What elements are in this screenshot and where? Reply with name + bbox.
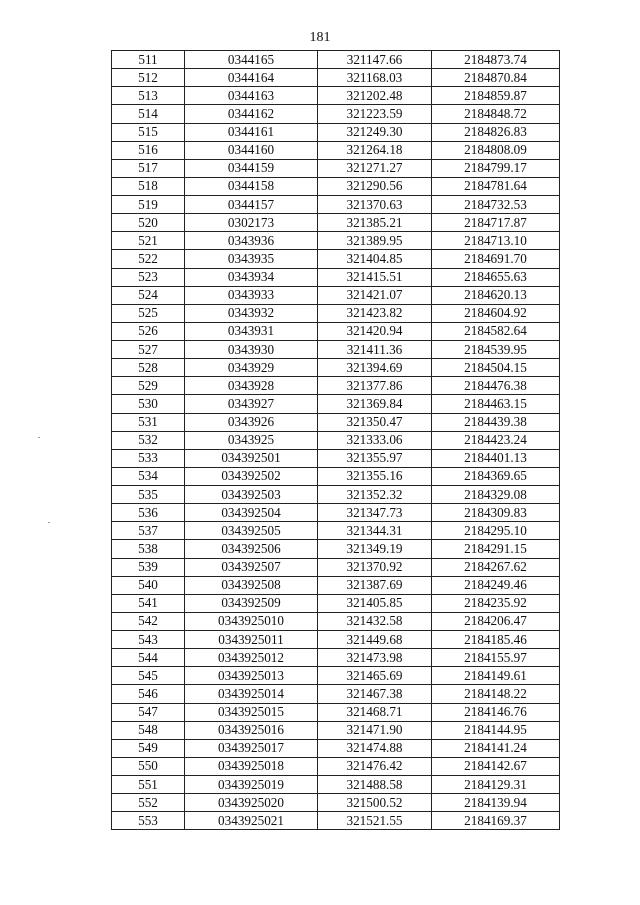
point-number-cell: 521 (112, 232, 185, 250)
x-coordinate-cell: 321468.71 (318, 703, 432, 721)
x-coordinate-cell: 321385.21 (318, 214, 432, 232)
point-number-cell: 552 (112, 794, 185, 812)
point-number-cell: 533 (112, 449, 185, 467)
code-cell: 0344158 (185, 177, 318, 195)
x-coordinate-cell: 321370.92 (318, 558, 432, 576)
table-row (112, 322, 560, 340)
x-coordinate-cell: 321290.56 (318, 177, 432, 195)
y-coordinate-cell: 2184369.65 (432, 467, 560, 485)
y-coordinate-cell: 2184235.92 (432, 594, 560, 612)
code-cell: 0344161 (185, 123, 318, 141)
code-cell: 0343930 (185, 341, 318, 359)
table-row (112, 594, 560, 612)
table-row (112, 51, 560, 69)
code-cell: 0343926 (185, 413, 318, 431)
coordinates-table (111, 50, 560, 830)
y-coordinate-cell: 2184717.87 (432, 214, 560, 232)
code-cell: 0343925015 (185, 703, 318, 721)
y-coordinate-cell: 2184149.61 (432, 667, 560, 685)
x-coordinate-cell: 321488.58 (318, 776, 432, 794)
table-row (112, 540, 560, 558)
table-row (112, 449, 560, 467)
point-number-cell: 545 (112, 667, 185, 685)
y-coordinate-cell: 2184146.76 (432, 703, 560, 721)
point-number-cell: 527 (112, 341, 185, 359)
code-cell: 034392508 (185, 576, 318, 594)
x-coordinate-cell: 321369.84 (318, 395, 432, 413)
table-row (112, 87, 560, 105)
y-coordinate-cell: 2184329.08 (432, 486, 560, 504)
code-cell: 0343925020 (185, 794, 318, 812)
y-coordinate-cell: 2184142.67 (432, 757, 560, 775)
point-number-cell: 547 (112, 703, 185, 721)
table-row (112, 268, 560, 286)
table-row (112, 576, 560, 594)
coordinates-table-body (112, 51, 560, 830)
y-coordinate-cell: 2184185.46 (432, 631, 560, 649)
y-coordinate-cell: 2184604.92 (432, 304, 560, 322)
point-number-cell: 553 (112, 812, 185, 830)
point-number-cell: 543 (112, 631, 185, 649)
x-coordinate-cell: 321355.97 (318, 449, 432, 467)
table-row (112, 558, 560, 576)
table-row (112, 776, 560, 794)
x-coordinate-cell: 321471.90 (318, 721, 432, 739)
point-number-cell: 512 (112, 69, 185, 87)
point-number-cell: 537 (112, 522, 185, 540)
table-row (112, 757, 560, 775)
x-coordinate-cell: 321423.82 (318, 304, 432, 322)
code-cell: 034392506 (185, 540, 318, 558)
code-cell: 034392505 (185, 522, 318, 540)
y-coordinate-cell: 2184155.97 (432, 649, 560, 667)
point-number-cell: 534 (112, 467, 185, 485)
table-row (112, 341, 560, 359)
y-coordinate-cell: 2184713.10 (432, 232, 560, 250)
y-coordinate-cell: 2184826.83 (432, 123, 560, 141)
point-number-cell: 517 (112, 159, 185, 177)
y-coordinate-cell: 2184144.95 (432, 721, 560, 739)
code-cell: 0344165 (185, 51, 318, 69)
x-coordinate-cell: 321500.52 (318, 794, 432, 812)
x-coordinate-cell: 321432.58 (318, 612, 432, 630)
point-number-cell: 529 (112, 377, 185, 395)
table-row (112, 250, 560, 268)
point-number-cell: 522 (112, 250, 185, 268)
table-row (112, 812, 560, 830)
y-coordinate-cell: 2184620.13 (432, 286, 560, 304)
point-number-cell: 542 (112, 612, 185, 630)
code-cell: 034392504 (185, 504, 318, 522)
x-coordinate-cell: 321415.51 (318, 268, 432, 286)
x-coordinate-cell: 321465.69 (318, 667, 432, 685)
table-row (112, 304, 560, 322)
y-coordinate-cell: 2184504.15 (432, 359, 560, 377)
y-coordinate-cell: 2184539.95 (432, 341, 560, 359)
y-coordinate-cell: 2184401.13 (432, 449, 560, 467)
x-coordinate-cell: 321394.69 (318, 359, 432, 377)
point-number-cell: 550 (112, 757, 185, 775)
code-cell: 0343927 (185, 395, 318, 413)
code-cell: 0343925010 (185, 612, 318, 630)
y-coordinate-cell: 2184848.72 (432, 105, 560, 123)
point-number-cell: 514 (112, 105, 185, 123)
code-cell: 0344157 (185, 196, 318, 214)
y-coordinate-cell: 2184309.83 (432, 504, 560, 522)
x-coordinate-cell: 321467.38 (318, 685, 432, 703)
table-row (112, 685, 560, 703)
code-cell: 0343925012 (185, 649, 318, 667)
code-cell: 0343925011 (185, 631, 318, 649)
x-coordinate-cell: 321411.36 (318, 341, 432, 359)
code-cell: 0343929 (185, 359, 318, 377)
table-row (112, 703, 560, 721)
table-row (112, 123, 560, 141)
point-number-cell: 511 (112, 51, 185, 69)
point-number-cell: 528 (112, 359, 185, 377)
table-row (112, 794, 560, 812)
y-coordinate-cell: 2184808.09 (432, 141, 560, 159)
table-row (112, 395, 560, 413)
y-coordinate-cell: 2184295.10 (432, 522, 560, 540)
code-cell: 0343925018 (185, 757, 318, 775)
x-coordinate-cell: 321377.86 (318, 377, 432, 395)
x-coordinate-cell: 321405.85 (318, 594, 432, 612)
y-coordinate-cell: 2184141.24 (432, 739, 560, 757)
x-coordinate-cell: 321404.85 (318, 250, 432, 268)
point-number-cell: 541 (112, 594, 185, 612)
code-cell: 0343932 (185, 304, 318, 322)
code-cell: 0344164 (185, 69, 318, 87)
x-coordinate-cell: 321355.16 (318, 467, 432, 485)
table-row (112, 286, 560, 304)
y-coordinate-cell: 2184781.64 (432, 177, 560, 195)
code-cell: 0343925016 (185, 721, 318, 739)
table-row (112, 214, 560, 232)
code-cell: 0343935 (185, 250, 318, 268)
y-coordinate-cell: 2184859.87 (432, 87, 560, 105)
code-cell: 0344160 (185, 141, 318, 159)
x-coordinate-cell: 321449.68 (318, 631, 432, 649)
table-row (112, 612, 560, 630)
point-number-cell: 530 (112, 395, 185, 413)
point-number-cell: 549 (112, 739, 185, 757)
code-cell: 0343925019 (185, 776, 318, 794)
point-number-cell: 516 (112, 141, 185, 159)
code-cell: 0343928 (185, 377, 318, 395)
table-row (112, 649, 560, 667)
point-number-cell: 524 (112, 286, 185, 304)
table-row (112, 141, 560, 159)
code-cell: 0344159 (185, 159, 318, 177)
code-cell: 0343933 (185, 286, 318, 304)
point-number-cell: 520 (112, 214, 185, 232)
code-cell: 0343934 (185, 268, 318, 286)
point-number-cell: 539 (112, 558, 185, 576)
y-coordinate-cell: 2184291.15 (432, 540, 560, 558)
y-coordinate-cell: 2184423.24 (432, 431, 560, 449)
x-coordinate-cell: 321264.18 (318, 141, 432, 159)
x-coordinate-cell: 321521.55 (318, 812, 432, 830)
code-cell: 0343925 (185, 431, 318, 449)
y-coordinate-cell: 2184249.46 (432, 576, 560, 594)
y-coordinate-cell: 2184655.63 (432, 268, 560, 286)
table-row (112, 486, 560, 504)
x-coordinate-cell: 321476.42 (318, 757, 432, 775)
x-coordinate-cell: 321333.06 (318, 431, 432, 449)
table-row (112, 467, 560, 485)
y-coordinate-cell: 2184476.38 (432, 377, 560, 395)
table-row (112, 359, 560, 377)
x-coordinate-cell: 321389.95 (318, 232, 432, 250)
y-coordinate-cell: 2184148.22 (432, 685, 560, 703)
x-coordinate-cell: 321168.03 (318, 69, 432, 87)
x-coordinate-cell: 321421.07 (318, 286, 432, 304)
y-coordinate-cell: 2184873.74 (432, 51, 560, 69)
x-coordinate-cell: 321202.48 (318, 87, 432, 105)
point-number-cell: 531 (112, 413, 185, 431)
point-number-cell: 523 (112, 268, 185, 286)
y-coordinate-cell: 2184206.47 (432, 612, 560, 630)
table-row (112, 739, 560, 757)
point-number-cell: 526 (112, 322, 185, 340)
point-number-cell: 535 (112, 486, 185, 504)
point-number-cell: 536 (112, 504, 185, 522)
code-cell: 0302173 (185, 214, 318, 232)
point-number-cell: 532 (112, 431, 185, 449)
x-coordinate-cell: 321349.19 (318, 540, 432, 558)
table-row (112, 196, 560, 214)
table-row (112, 667, 560, 685)
y-coordinate-cell: 2184267.62 (432, 558, 560, 576)
code-cell: 034392503 (185, 486, 318, 504)
code-cell: 0344162 (185, 105, 318, 123)
table-row (112, 431, 560, 449)
y-coordinate-cell: 2184732.53 (432, 196, 560, 214)
table-row (112, 504, 560, 522)
x-coordinate-cell: 321223.59 (318, 105, 432, 123)
y-coordinate-cell: 2184799.17 (432, 159, 560, 177)
x-coordinate-cell: 321271.27 (318, 159, 432, 177)
x-coordinate-cell: 321147.66 (318, 51, 432, 69)
table-row (112, 522, 560, 540)
code-cell: 0343936 (185, 232, 318, 250)
x-coordinate-cell: 321249.30 (318, 123, 432, 141)
table-row (112, 232, 560, 250)
x-coordinate-cell: 321370.63 (318, 196, 432, 214)
code-cell: 034392502 (185, 467, 318, 485)
x-coordinate-cell: 321352.32 (318, 486, 432, 504)
table-row (112, 631, 560, 649)
y-coordinate-cell: 2184139.94 (432, 794, 560, 812)
point-number-cell: 515 (112, 123, 185, 141)
code-cell: 0343925021 (185, 812, 318, 830)
y-coordinate-cell: 2184439.38 (432, 413, 560, 431)
y-coordinate-cell: 2184691.70 (432, 250, 560, 268)
table-row (112, 177, 560, 195)
code-cell: 034392509 (185, 594, 318, 612)
point-number-cell: 551 (112, 776, 185, 794)
y-coordinate-cell: 2184463.15 (432, 395, 560, 413)
table-row (112, 105, 560, 123)
y-coordinate-cell: 2184870.84 (432, 69, 560, 87)
code-cell: 034392501 (185, 449, 318, 467)
table-row (112, 721, 560, 739)
point-number-cell: 544 (112, 649, 185, 667)
point-number-cell: 519 (112, 196, 185, 214)
code-cell: 034392507 (185, 558, 318, 576)
x-coordinate-cell: 321473.98 (318, 649, 432, 667)
point-number-cell: 538 (112, 540, 185, 558)
x-coordinate-cell: 321344.31 (318, 522, 432, 540)
x-coordinate-cell: 321387.69 (318, 576, 432, 594)
y-coordinate-cell: 2184582.64 (432, 322, 560, 340)
x-coordinate-cell: 321420.94 (318, 322, 432, 340)
y-coordinate-cell: 2184129.31 (432, 776, 560, 794)
code-cell: 0343925017 (185, 739, 318, 757)
point-number-cell: 525 (112, 304, 185, 322)
table-row (112, 69, 560, 87)
y-coordinate-cell: 2184169.37 (432, 812, 560, 830)
x-coordinate-cell: 321347.73 (318, 504, 432, 522)
point-number-cell: 546 (112, 685, 185, 703)
x-coordinate-cell: 321350.47 (318, 413, 432, 431)
x-coordinate-cell: 321474.88 (318, 739, 432, 757)
table-row (112, 413, 560, 431)
table-row (112, 377, 560, 395)
code-cell: 0344163 (185, 87, 318, 105)
point-number-cell: 540 (112, 576, 185, 594)
code-cell: 0343925014 (185, 685, 318, 703)
table-row (112, 159, 560, 177)
point-number-cell: 548 (112, 721, 185, 739)
point-number-cell: 518 (112, 177, 185, 195)
code-cell: 0343931 (185, 322, 318, 340)
page-number: 181 (309, 30, 331, 45)
code-cell: 0343925013 (185, 667, 318, 685)
point-number-cell: 513 (112, 87, 185, 105)
